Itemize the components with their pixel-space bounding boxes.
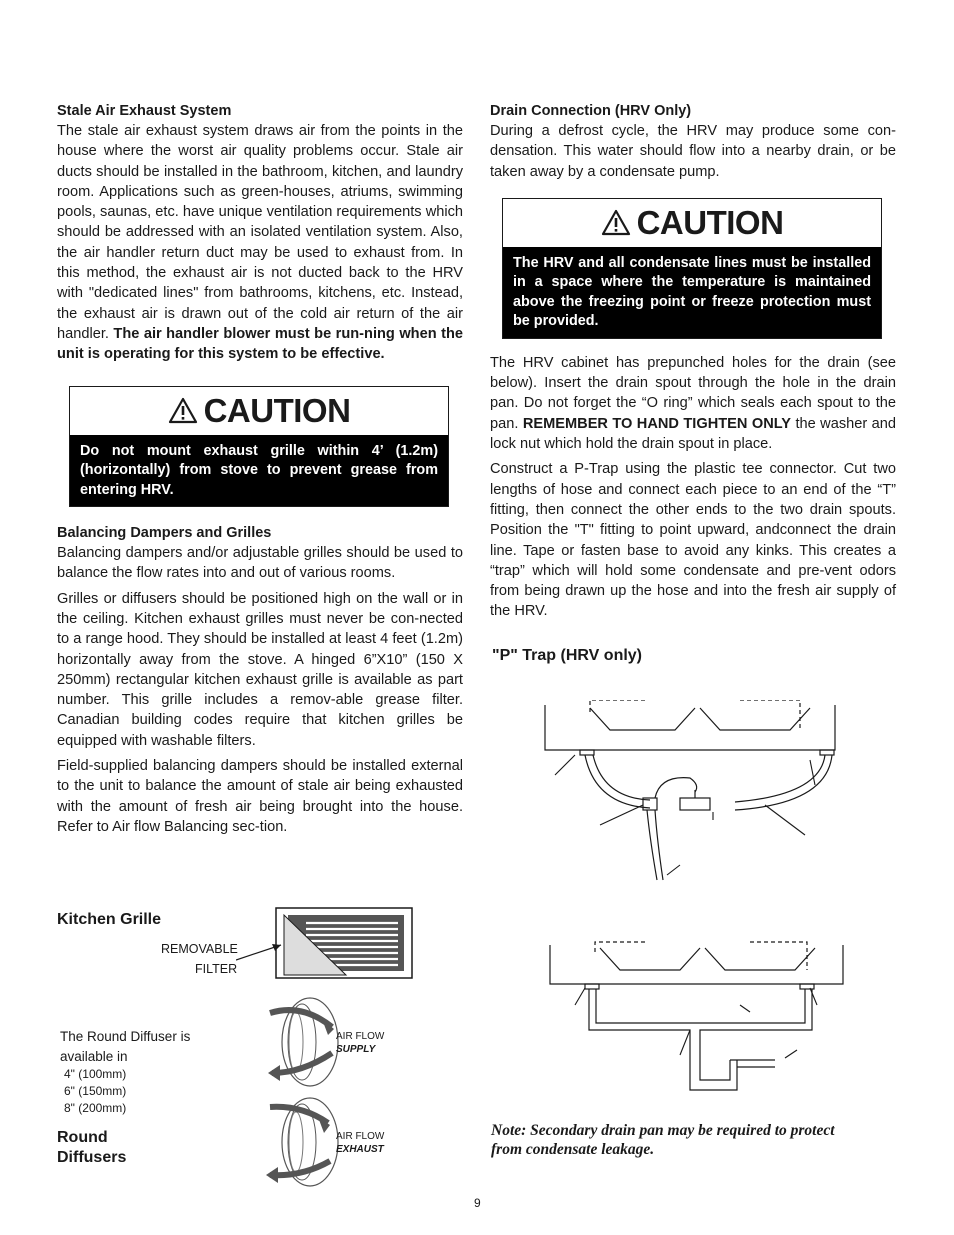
size-6-inch: 6" (150mm): [64, 1084, 127, 1098]
balancing-paragraph-3: Field-supplied balancing dampers should be installed external to the unit to balance the amount of stale air being exhausted with the amount of fresh air being brought into the house. Refer to Air flow Balancing sec-tion.: [57, 758, 463, 835]
size-8-inch: 8" (200mm): [64, 1101, 127, 1115]
round-title-line-1: Round: [57, 1129, 108, 1146]
removable-label: REMOVABLE: [161, 942, 238, 956]
caution-header: [70, 387, 448, 435]
round-avail-line-2: available in: [60, 1049, 128, 1064]
caution-box-freeze: [502, 198, 882, 339]
round-title-line-2: Diffusers: [57, 1149, 127, 1166]
secondary-drain-note: Note: Secondary drain pan may be required to protect from condensate leakage.: [491, 1122, 835, 1158]
exhaust-text: EXHAUST: [336, 1144, 384, 1155]
right-column: [490, 101, 896, 627]
air-flow-supply-text: AIR FLOW: [336, 1031, 385, 1042]
kitchen-grille-illustration: [236, 905, 416, 985]
kitchen-grille-heading: Kitchen Grille: [57, 911, 162, 928]
round-avail-line-1: The Round Diffuser is: [60, 1029, 191, 1044]
cabinet-text: The HRV cabinet has prepunched holes for the drain (see below). Insert the drain spout through the hole in the drain pan. Do not forget the “O ring” which seals each spout to the pan.: [490, 354, 896, 432]
exhaust-air-flow-label: [336, 1130, 384, 1156]
caution-text: Do not mount exhaust grille within 4’ (1.2m) (horizontally) from stove to prevent grease from entering HRV.: [70, 435, 448, 507]
p-trap-pipe-diagram: [545, 940, 855, 1100]
p-trap-heading: "P" Trap (HRV only): [492, 647, 643, 664]
left-column: [57, 101, 463, 842]
p-trap-hose-diagram: [535, 700, 845, 885]
warning-triangle-icon: [601, 209, 631, 236]
diffuser-sizes: [64, 1066, 126, 1117]
construct-paragraph: Construct a P-Trap using the plastic tee connector. Cut two lengths of hose and connect each piece to an end of the “T” fitting, then connect the other ends to the two drain spouts. Position the "T" fitting to point upward, andconnect the drain line. Tape or fasten base to avoid any kinks. This creates a “trap” which will hold some condensate and pre-vent odors from being drawn up the hose and into the fresh air supply of the HRV.: [490, 461, 896, 620]
supply-air-flow-label: [336, 1030, 384, 1056]
cabinet-text-end: the washer and lock nut which hold the drain spout in place.: [490, 415, 896, 453]
drain-heading: Drain Connection (HRV Only): [490, 103, 692, 119]
round-diffusers-heading: [57, 1128, 126, 1168]
hand-tighten-text: REMEMBER TO HAND TIGHTEN ONLY: [522, 415, 792, 432]
balancing-paragraph-2: Grilles or diffusers should be positioned high on the wall or in the ceiling. Kitchen exhaust grilles must never be con-nected to a range hood. They should be installed at least 4 feet (1.2m) horizontally away from the stove. A hinged 6”X10” (150 X 250mm) rectangular kitchen exhaust grille is available as part number. This grille includes a remov-able grease filter. Canadian building codes require that kitchen grilles be equipped with washable filters.: [57, 590, 463, 749]
caution-text: The HRV and all condensate lines must be installed in a space where the temperature is maintained above the freezing point or freeze protection must be provided.: [503, 247, 881, 338]
stale-air-paragraph: [57, 121, 463, 365]
size-4-inch: 4" (100mm): [64, 1067, 127, 1081]
page-number: 9: [474, 1196, 481, 1210]
air-flow-exhaust-text: AIR FLOW: [336, 1131, 385, 1142]
cabinet-paragraph: [490, 353, 896, 454]
drain-paragraph: During a defrost cycle, the HRV may produce some con-densation. This water should flow into a nearby drain, or be taken away by a condensate pump.: [490, 123, 896, 180]
balancing-heading: Balancing Dampers and Grilles: [57, 525, 272, 542]
caution-box-grille: [69, 386, 449, 508]
caution-word: CAUTION: [203, 391, 351, 429]
supply-text: SUPPLY: [336, 1044, 376, 1055]
round-diffuser-exhaust-illustration: [262, 1095, 342, 1190]
filter-label: FILTER: [195, 962, 238, 976]
stale-air-text: The stale air exhaust system draws air from the points in the house where the worst air quality problems occur. Stale air ducts should be installed in the bathroom, kitchen, and laundry room. Applications such as green-houses, atriums, swimming pools, saunas, etc. have unique ventilation requirements which should be addressed with an isolated ventilation system. Also, the air handler return duct may be used to exhaust from. In this method, the exhaust air is not ducted back to the HRV with "dedicated lines" from bathrooms, kitchens, etc. Instead, the exhaust air is drawn out of the cold air return of the air handler.: [57, 123, 463, 342]
caution-word: CAUTION: [636, 203, 784, 241]
caution-header: [503, 199, 881, 247]
stale-air-heading: Stale Air Exhaust System: [57, 103, 232, 119]
warning-triangle-icon: [168, 397, 198, 424]
round-diffuser-supply-illustration: [262, 995, 342, 1090]
stale-air-bold-text: The air handler blower must be run-ning when the unit is operating for this system to be effective.: [57, 325, 463, 363]
round-diffuser-availability: [60, 1027, 190, 1067]
balancing-paragraph-1: Balancing dampers and/or adjustable grilles should be used to balance the flow rates into and out of various rooms.: [57, 545, 463, 582]
